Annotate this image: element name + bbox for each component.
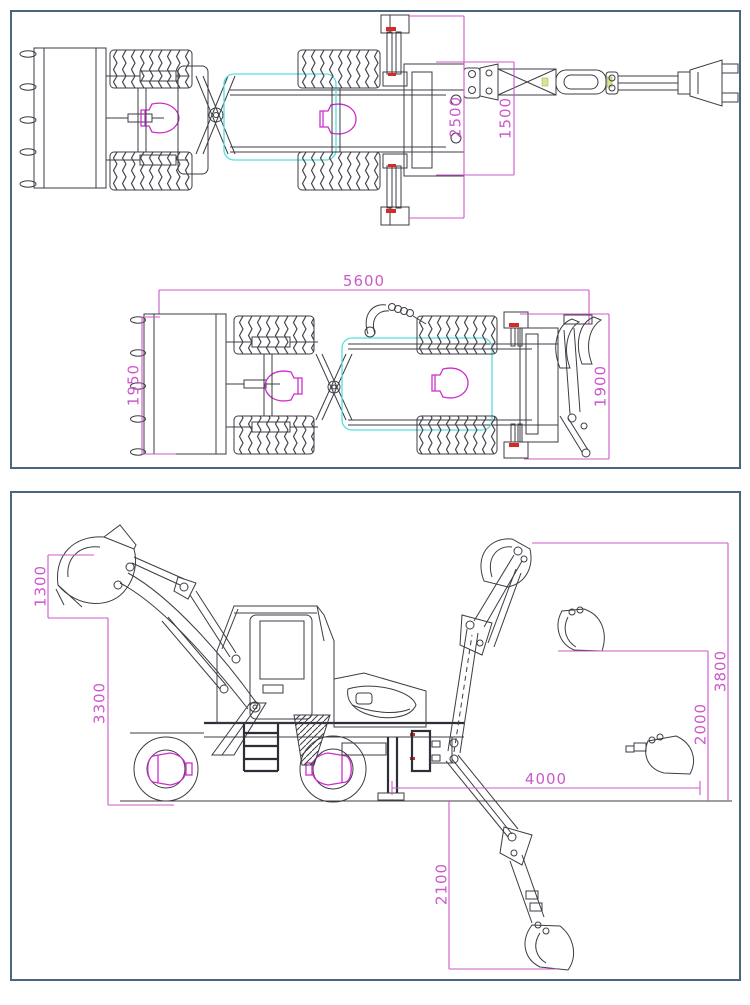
- side-view-panel: [10, 491, 741, 981]
- dimension-dig-reach: [392, 770, 700, 795]
- rear-frame-plan: [404, 64, 480, 176]
- dim-overall-length: 5600: [342, 272, 386, 290]
- dim-dump-height: 3300: [90, 681, 109, 725]
- dim-bucket-width: 1950: [124, 363, 143, 407]
- engine-housing-b: [432, 368, 468, 398]
- dimension-dump-height: [91, 618, 175, 805]
- backhoe-bucket-raised: [481, 539, 531, 587]
- dimension-load-height: [558, 651, 710, 801]
- dim-dig-reach: 4000: [524, 770, 568, 788]
- dimension-overall-length: [159, 272, 589, 324]
- stabilizers-stowed: [504, 312, 528, 458]
- ghost-bucket-load-height: [558, 607, 604, 651]
- ghost-bucket-ground-reach: [626, 734, 694, 774]
- stabilizers-extended: [381, 15, 409, 225]
- dim-dig-depth: 2100: [432, 862, 451, 906]
- cab-side: [217, 606, 334, 723]
- dimension-bucket-height: [32, 555, 109, 618]
- front-tires-plan: [110, 50, 192, 190]
- backhoe-boom-raised: [448, 539, 531, 753]
- backhoe-bucket-digging: [525, 922, 574, 970]
- dimension-bucket-width: [125, 317, 177, 454]
- dim-machine-width: 1500: [496, 96, 515, 140]
- rear-tires-plan-b: [417, 316, 497, 454]
- dimension-max-dig-height: [532, 543, 730, 801]
- rear-tires-plan: [298, 50, 380, 190]
- plan-view-outriggers-extended: [20, 15, 738, 225]
- cab-window: [260, 621, 304, 679]
- backhoe-bucket-plan: [690, 60, 722, 106]
- dim-rear-width: 1900: [591, 364, 610, 408]
- dim-bucket-height: 1300: [31, 564, 50, 608]
- dim-max-dig-height: 3800: [711, 649, 730, 693]
- dim-load-height: 2000: [691, 702, 710, 746]
- backhoe-arm-extended-plan: [480, 60, 738, 106]
- dimension-outrigger-span: [408, 16, 465, 218]
- loader-bucket-plan: [20, 48, 106, 188]
- articulation-joint: [196, 76, 235, 154]
- side-view-drawing: [12, 493, 739, 979]
- plan-view-transport: [125, 272, 610, 459]
- front-axle-housing-b: [265, 371, 302, 401]
- engine-housing: [320, 104, 356, 134]
- rear-frame-plan-b: [520, 328, 558, 442]
- loader-bucket-side: [56, 525, 136, 607]
- drawing-page: [0, 10, 750, 1005]
- articulation-joint-b: [316, 354, 352, 420]
- loader-bucket-plan-b: [131, 314, 227, 455]
- plan-view-drawing: [12, 12, 739, 467]
- dim-outrigger-span: 2500: [446, 95, 465, 139]
- dimension-dig-depth: [433, 801, 558, 969]
- plan-view-panel: [10, 10, 741, 469]
- engine-hood-side: [334, 673, 426, 727]
- front-wheel-side: [134, 737, 198, 801]
